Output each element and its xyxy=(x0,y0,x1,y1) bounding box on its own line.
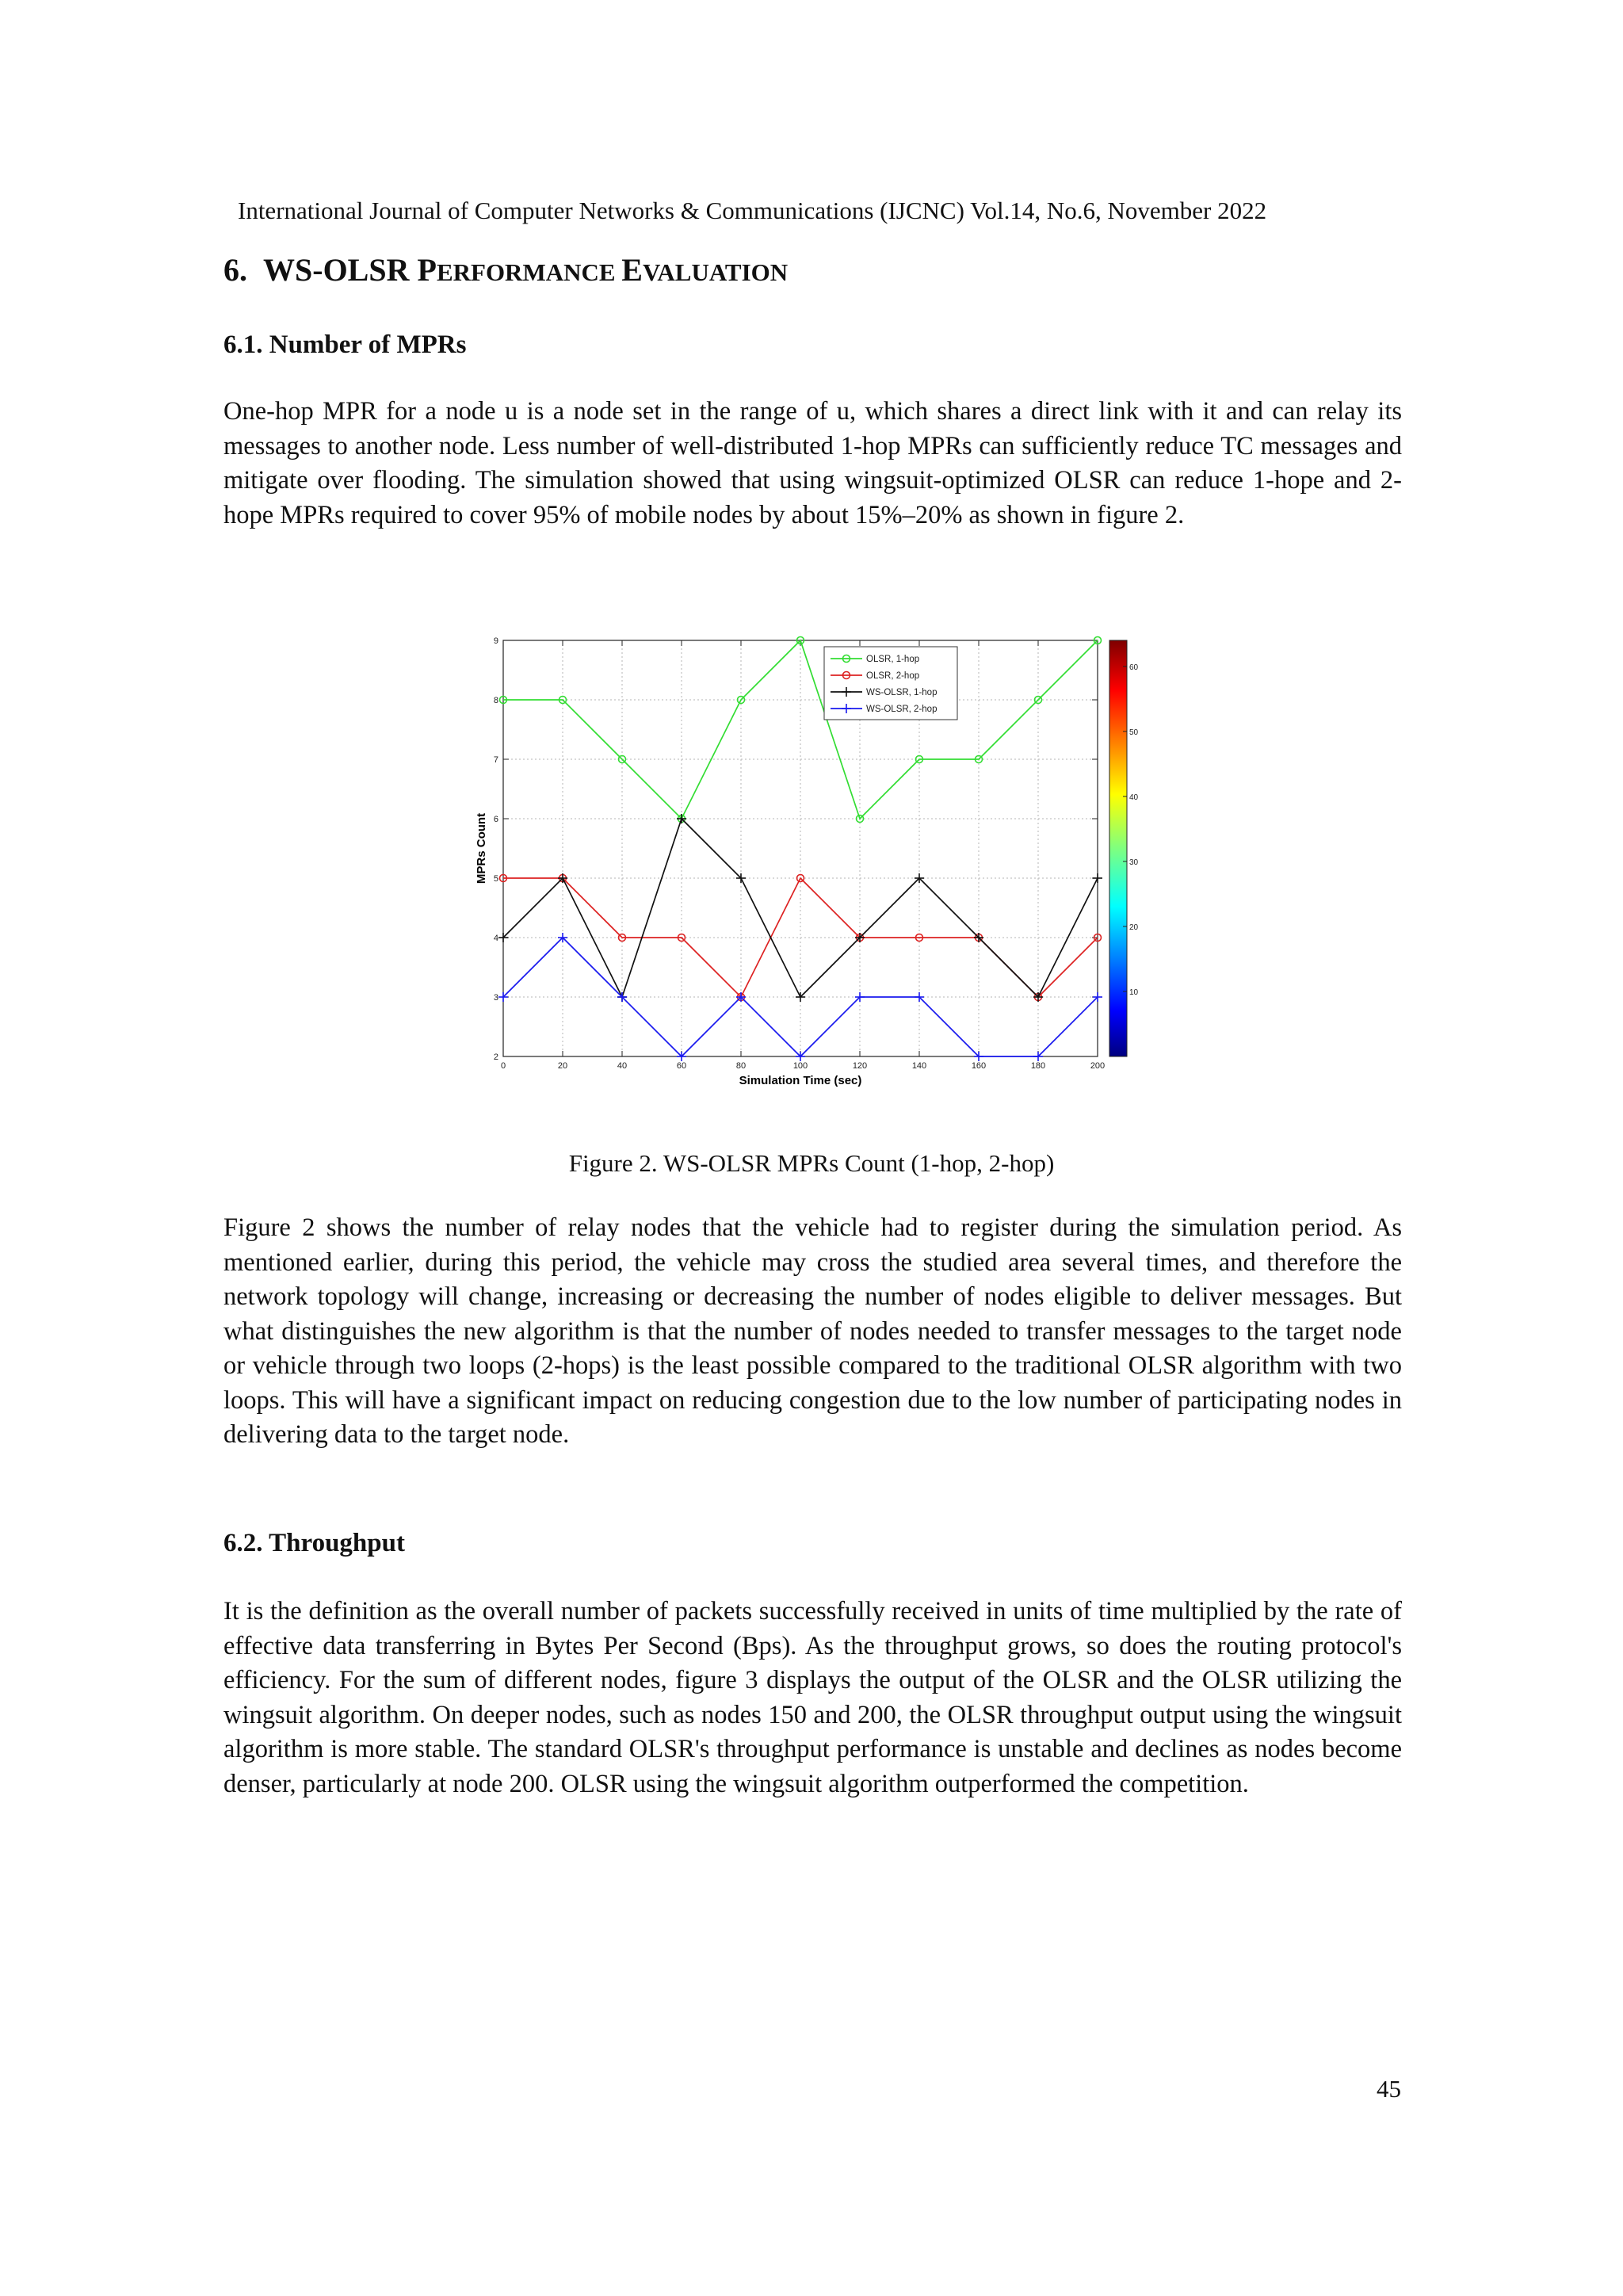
x-tick-label: 20 xyxy=(557,1061,568,1071)
legend-label: WS-OLSR, 1-hop xyxy=(866,688,938,697)
paragraph-throughput: It is the definition as the overall number of packets successfully received in units of time multiplied by the rate of effective data transferring in Bytes Per Second (Bps). As the throughput grows, so does the routing protocol's efficiency. For the sum of different nodes, figure 3 displays the output of the OLSR and the OLSR utilizing the wingsuit algorithm. On deeper nodes, such as nodes 150 and 200, the OLSR throughput output using the wingsuit algorithm is more stable. The standard OLSR's throughput performance is unstable and declines as nodes become denser, particularly at node 200. OLSR using the wingsuit algorithm outperformed the competition. xyxy=(223,1597,1402,1798)
x-tick-label: 200 xyxy=(1090,1061,1106,1071)
y-tick-label: 5 xyxy=(493,874,498,884)
colorbar-tick-label: 20 xyxy=(1129,923,1139,932)
legend-label: OLSR, 1-hop xyxy=(866,655,920,664)
figure-caption: Figure 2. WS-OLSR MPRs Count (1-hop, 2-hop) xyxy=(568,1149,1055,1177)
x-tick-label: 180 xyxy=(1030,1061,1046,1071)
x-tick-label: 160 xyxy=(971,1061,987,1071)
y-tick-label: 3 xyxy=(493,993,498,1003)
subsection-title-number-of-mprs: 6.1. Number of MPRs xyxy=(223,330,467,359)
x-axis-label: Simulation Time (sec) xyxy=(739,1074,862,1087)
section-title-part: WS-OLSR P xyxy=(263,252,437,288)
legend-entry xyxy=(831,704,937,714)
section-title-part: ERFORMANCE xyxy=(436,258,622,286)
colorbar-tick-label: 30 xyxy=(1129,858,1139,867)
y-tick-label: 6 xyxy=(493,815,498,824)
section-title xyxy=(223,250,788,292)
colorbar-tick-label: 50 xyxy=(1129,728,1139,737)
mpr-count-chart xyxy=(475,622,1139,1098)
chart-canvas xyxy=(475,622,1139,1098)
subsection-title-throughput: 6.2. Throughput xyxy=(223,1529,405,1557)
x-tick-label: 80 xyxy=(735,1061,747,1071)
running-header: International Journal of Computer Networks & Communications (IJCNC) Vol.14, No.6, November 2022 xyxy=(238,197,1267,224)
x-tick-label: 100 xyxy=(792,1061,808,1071)
y-axis-label: MPRs Count xyxy=(475,812,488,884)
colorbar-tick-label: 60 xyxy=(1129,663,1139,672)
legend-entry xyxy=(831,687,937,697)
legend-label: OLSR, 2-hop xyxy=(866,671,920,681)
x-tick-label: 40 xyxy=(617,1061,628,1071)
section-title-part: VALUATION xyxy=(642,258,789,286)
x-tick-label: 60 xyxy=(676,1061,687,1071)
y-tick-label: 9 xyxy=(493,636,498,646)
y-tick-label: 2 xyxy=(493,1052,498,1062)
legend-label: WS-OLSR, 2-hop xyxy=(866,705,938,714)
colorbar-tick-label: 40 xyxy=(1129,793,1139,802)
y-tick-label: 7 xyxy=(493,755,498,765)
page-number: 45 xyxy=(1377,2075,1401,2103)
x-tick-label: 120 xyxy=(852,1061,868,1071)
paragraph-figure-discussion: Figure 2 shows the number of relay nodes that the vehicle had to register during the simulation period. As mentioned earlier, during this period, the vehicle may cross the studied area several times, and therefore the network topology will change, increasing or decreasing the number of nodes eligible to deliver messages. But what distinguishes the new algorithm is that the number of nodes needed to transfer messages to the target node or vehicle through two loops (2-hops) is the least possible compared to the traditional OLSR algorithm with two loops. This will have a significant impact on reducing congestion due to the low number of participating nodes in delivering data to the target node. xyxy=(223,1213,1402,1449)
paragraph-mpr-intro: One-hop MPR for a node u is a node set in the range of u, which shares a direct link with it and can relay its messages to another node. Less number of well-distributed 1-hop MPRs can sufficiently reduce TC messages and mitigate over flooding. The simulation showed that using wingsuit-optimized OLSR can reduce 1-hope and 2-hope MPRs required to cover 95% of mobile nodes by about 15%–20% as shown in figure 2. xyxy=(223,397,1402,529)
y-tick-label: 8 xyxy=(493,696,498,705)
colorbar xyxy=(1109,640,1127,1056)
x-tick-label: 0 xyxy=(500,1061,506,1071)
y-tick-label: 4 xyxy=(493,934,498,943)
colorbar-tick-label: 10 xyxy=(1129,988,1139,997)
x-tick-label: 140 xyxy=(911,1061,927,1071)
section-number: 6. xyxy=(223,252,247,288)
section-title-part: E xyxy=(621,252,643,288)
